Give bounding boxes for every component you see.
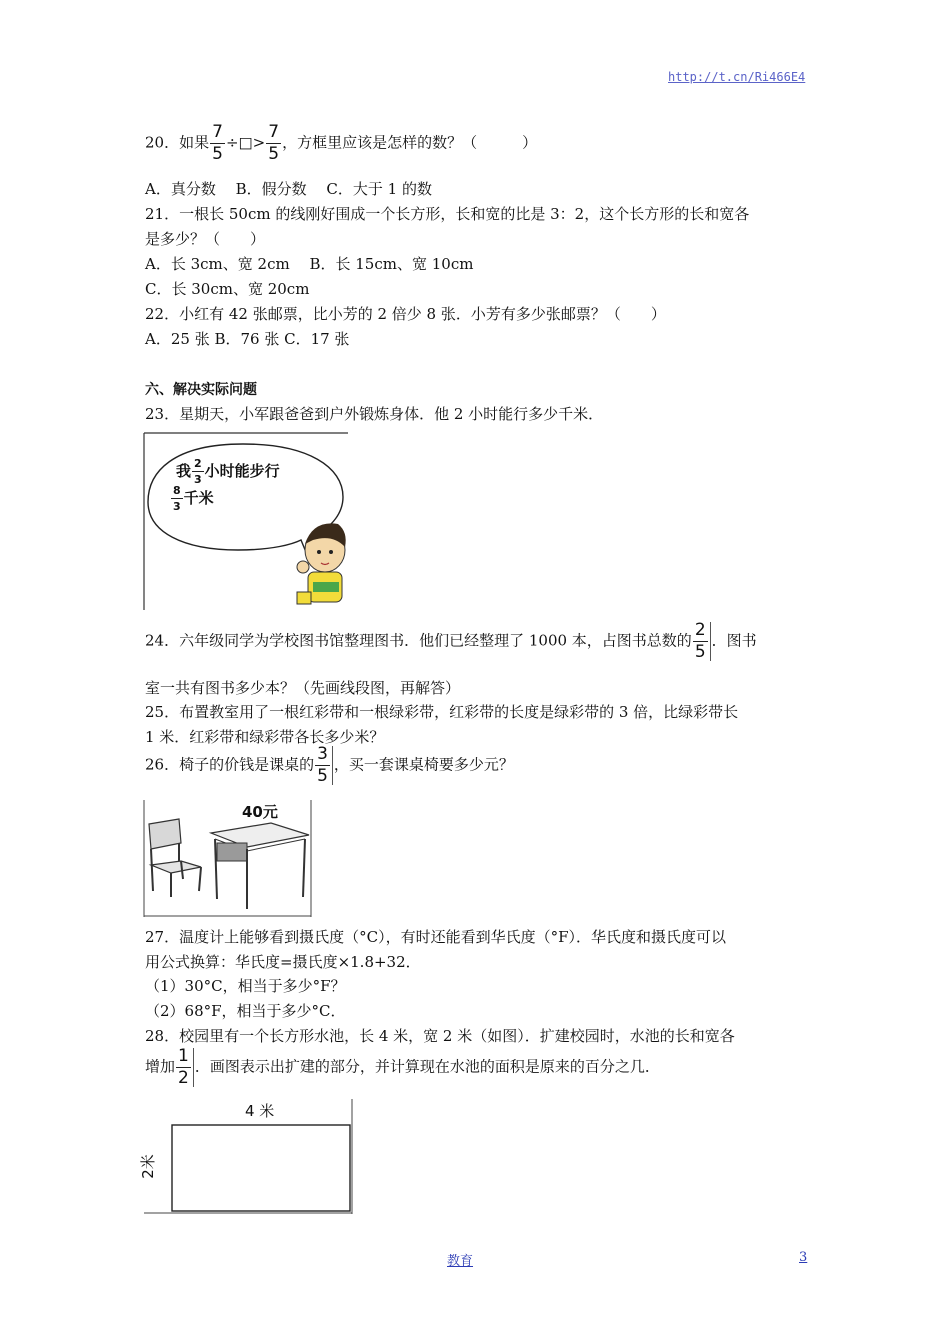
q28-suffix: ．画图表示出扩建的部分，并计算现在水池的面积是原来的百分之几． [194,1057,660,1076]
q20-fraction-2: $\frac{7}{5}$ [268,122,280,164]
q21-options-ab: A．长 3cm、宽 2cm B．长 15cm、宽 10cm [145,255,474,273]
bubble-line2: $\frac{8}{3}$ 千米 [173,484,214,513]
q22-line1: 22．小红有 42 张邮票，比小芳的 2 倍少 8 张．小芳有多少张邮票？（ ） [145,305,666,323]
header-url-link[interactable]: http://t.cn/Ri466E4 [668,70,806,84]
q27-line1: 27．温度计上能够看到摄氏度（°C），有时还能看到华氏度（°F）．华氏度和摄氏度可以 [145,928,726,946]
bubble-line1: 我 $\frac{2}{3}$ 小时能步行 [176,457,280,486]
q24-line1 [145,622,757,661]
pond-width-label: 2米 [138,1154,157,1179]
q20-options: A．真分数 B．假分数 C．大于 1 的数 [145,180,432,198]
q25-line2: 1 米．红彩带和绿彩带各长多少米？ [145,728,385,746]
section-6-title: 六、解决实际问题 [145,382,257,398]
q26-illustration [143,799,315,919]
q24-fraction: $\frac{2}{5}$ [693,622,711,661]
q25-line1: 25．布置教室用了一根红彩带和一根绿彩带，红彩带的长度是绿彩带的 3 倍，比绿彩带长 [145,703,739,721]
q22-options: A．25 张 B．76 张 C．17 张 [145,330,350,348]
q26-prefix: 26．椅子的价钱是课桌的 [145,755,315,774]
q24-suffix: ．图书 [711,631,757,650]
q24-line2: 室一共有图书多少本？（先画线段图，再解答） [145,679,461,697]
q28-line2 [145,1048,660,1087]
q28-line1: 28．校园里有一个长方形水池，长 4 米，宽 2 米（如图）．扩建校园时，水池的长和宽各 [145,1027,735,1045]
q20-question: ，方框里应该是怎样的数？（ ） [282,133,538,152]
q27-sub2: （2）68°F，相当于多少°C． [145,1002,346,1020]
q28-prefix: 增加 [145,1057,176,1076]
page-number: 3 [799,1250,808,1265]
q26-fraction: $\frac{3}{5}$ [315,746,333,785]
chair-desk-figure [143,799,315,919]
q20-number: 20． [145,133,180,152]
q21-option-c: C．长 30cm、宽 20cm [145,280,310,298]
q21-line1: 21．一根长 50cm 的线刚好围成一个长方形，长和宽的比是 3：2，这个长方形的长和宽各 [145,205,750,223]
q28-pond-figure [138,1098,355,1216]
q28-fraction: $\frac{1}{2}$ [176,1048,194,1087]
bubble-fraction-1: $\frac{2}{3}$ [194,457,202,486]
q27-line2: 用公式换算：华氏度=摄氏度×1.8+32． [145,953,421,971]
q20-operator: ÷□> [225,133,266,152]
q27-sub1: （1）30°C，相当于多少°F？ [145,977,346,995]
chair-icon [149,819,201,897]
desk-price-label: 40元 [242,803,278,821]
pond-rectangle [172,1125,350,1211]
q23-illustration [143,432,353,612]
bubble-fraction-2: $\frac{8}{3}$ [173,484,181,513]
pond-length-label: 4 米 [245,1102,275,1120]
footer-center-link[interactable]: 教育 [447,1254,474,1269]
q26-suffix: ，买一套课桌椅要多少元？ [333,755,514,774]
q20-prefix: 如果 [179,133,210,152]
q23-text: 23．星期天，小军跟爸爸到户外锻炼身体．他 2 小时能行多少千米． [145,405,604,423]
desk-icon [211,823,309,909]
q26-line [145,746,514,785]
q24-prefix: 24．六年级同学为学校图书馆整理图书．他们已经整理了 1000 本，占图书总数的 [145,631,692,650]
question-20 [145,124,537,163]
q20-fraction-1: $\frac{7}{5}$ [212,122,223,164]
q21-line2: 是多少？（ ） [145,230,266,248]
